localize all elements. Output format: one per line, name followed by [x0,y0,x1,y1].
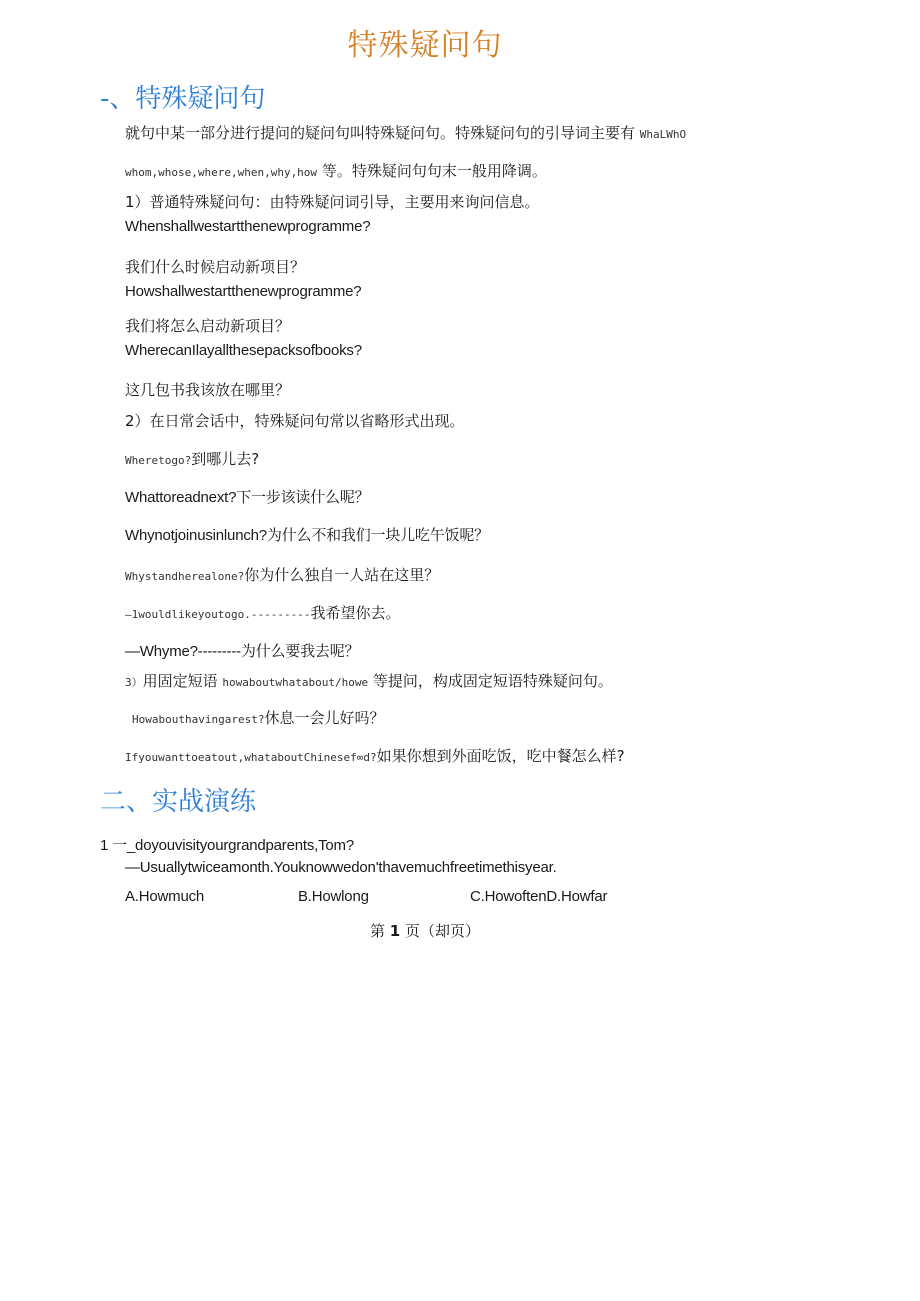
point-3-words: howaboutwhatabout/howe [222,676,369,689]
example-4 [125,449,259,471]
intro-line-2 [125,161,547,183]
example-1-english: Whenshallwestartthenewprogramme? [125,218,371,235]
point-3-text-b: 等提问，构成固定短语特殊疑问句。 [372,672,613,690]
point-3-heading [125,671,613,693]
example-11-english: Ifyouwanttoeatout,whataboutChinesef∞d? [125,751,377,764]
example-4-english: Wheretogo? [125,454,192,467]
example-3-chinese: 这几包书我该放在哪里？ [125,381,291,399]
example-9: —Whyme?---------为什么要我去呢？ [125,643,360,660]
example-5: Whattoreadnext?下一步该读什么呢？ [125,489,370,506]
point-3-text-a: 用固定短语 [142,672,218,690]
example-10-english: Howabouthavingarest? [132,713,265,726]
example-10-chinese: 休息一会儿好吗？ [264,709,385,727]
section-heading-2: 二、实战演练 [100,787,257,817]
example-2-chinese: 我们将怎么启动新项目？ [125,317,291,335]
intro-line-1 [125,123,686,145]
example-11 [125,746,625,768]
option-c-d: C.HowoftenD.Howfar [470,888,608,905]
intro-words-b: whom,whose,where,when,why,how [125,166,318,179]
page-footer [0,920,850,941]
example-8-english: —1wouldlikeyoutogo.--------- [125,608,311,621]
point-3-number: 3） [125,676,143,689]
example-7-chinese: 你为什么独自一人站在这里？ [244,566,440,584]
question-1-line-1: 1 一_doyouvisityourgrandparents,Tom? [100,837,354,854]
page-number: 1 [389,922,401,940]
section-heading-1: -、特殊疑问句 [100,84,266,114]
example-8 [125,603,400,625]
example-3-english: WherecanIlayallthesepacksofbooks? [125,342,362,359]
option-b: B.Howlong [298,888,369,905]
example-1-chinese: 我们什么时候启动新项目？ [125,258,306,276]
option-a: A.Howmuch [125,888,205,905]
example-7 [125,565,439,587]
document-title: 特殊疑问句 [347,28,503,63]
example-7-english: Whystandherealone? [125,570,245,583]
example-8-chinese: 我希望你去。 [310,604,401,622]
intro-words-a: WhaLWhO [639,128,687,141]
intro-tail: 等。特殊疑问句句末一般用降调。 [321,162,547,180]
example-6: Whynotjoinusinlunch?为什么不和我们一块儿吃午饭呢？ [125,527,489,544]
point-1-heading: 1）普通特殊疑问句：由特殊疑问词引导，主要用来询问信息。 [125,193,540,211]
footer-prefix: 第 [369,922,385,940]
intro-text: 就句中某一部分进行提问的疑问句叫特殊疑问句。特殊疑问句的引导词主要有 [125,124,636,142]
example-11-chinese: 如果你想到外面吃饭，吃中餐怎么样? [376,747,625,765]
point-2-heading: 2）在日常会话中，特殊疑问句常以省略形式出现。 [125,412,465,430]
example-10 [132,708,384,730]
footer-suffix: 页（却页） [405,922,481,940]
question-1-line-2: —Usuallytwiceamonth.Youknowwedon'thavemuchfreetimethisyear. [125,859,557,876]
example-2-english: Howshallwestartthenewprogramme? [125,283,362,300]
example-4-chinese: 到哪儿去? [191,450,260,468]
